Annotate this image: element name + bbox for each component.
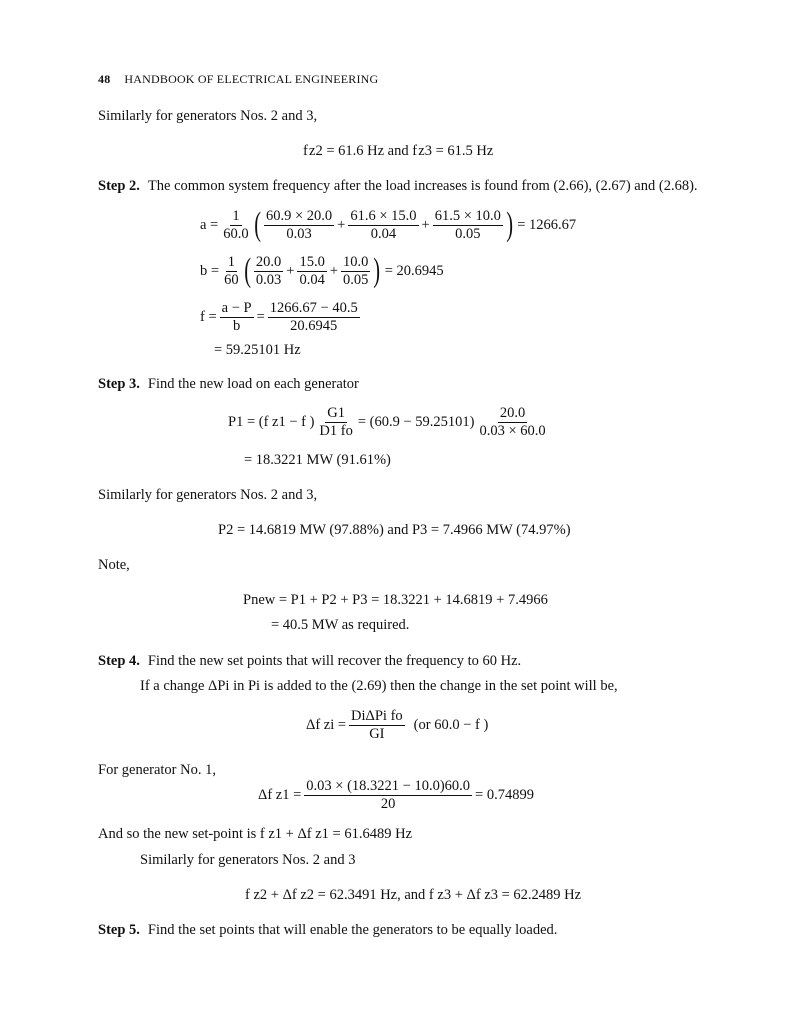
eq-a-t2-num: 61.6 × 15.0 [350,208,417,224]
eq-p1-result: = 18.3221 MW (91.61%) [244,452,391,468]
eq-b-lhs: b = [200,262,220,279]
eq-b-term3 [341,254,370,288]
text-similar-2: Similarly for generators Nos. 2 and 3, [98,487,318,503]
step-4-text: Find the new set points that will recover the frequency to 60 Hz. [147,653,522,669]
eq-b-t3-den: 0.05 [343,271,369,288]
eq-pnew-1: Pnew = P1 + P2 + P3 = 18.3221 + 14.6819 + 7.4966 [243,592,548,608]
eq-a-result: = 1266.67 [517,216,577,233]
step-3-text: Find the new load on each generator [147,376,359,392]
eq-p1-frac2 [478,405,548,439]
eq-b [200,254,444,288]
eq-dfz1-lhs: Δf z1 = [258,786,302,803]
eq-dfzi-frac [349,708,405,742]
eq-a-coef [221,208,250,242]
equals-sign: = [256,308,265,325]
text-note: Note, [98,557,130,573]
eq-a-t3-den: 0.05 [455,225,481,242]
paren-close: ) [373,252,381,290]
eq-f-result: = 59.25101 Hz [214,342,301,358]
eq-f-den2: 20.6945 [290,317,338,334]
eq-dfzi-lhs: Δf zi = [306,716,347,733]
text-similar-3: Similarly for generators Nos. 2 and 3 [140,852,356,868]
eq-b-result: = 20.6945 [384,262,444,279]
step-4 [98,653,521,670]
text-similar-1: Similarly for generators Nos. 2 and 3, [98,108,318,124]
eq-a-t2-den: 0.04 [370,225,397,242]
plus-sign: + [286,262,295,279]
paren-open: ( [253,206,261,244]
eq-b-coef [222,254,241,288]
eq-b-t1-num: 20.0 [255,254,282,270]
step-5 [98,922,557,939]
eq-b-coef-den: 60 [224,271,239,288]
eq-p1-frac1 [317,405,354,439]
eq-b-t2-num: 15.0 [299,254,325,270]
eq-dfzi [306,708,488,742]
step-2-text: The common system frequency after the load increases is found from (2.66), (2.67) and (2.68). [147,178,698,194]
text-new-setpoint: And so the new set-point is f z1 + Δf z1 = 61.6489 Hz [98,826,413,842]
step-5-text: Find the set points that will enable the generators to be equally loaded. [147,922,558,938]
eq-a-term1 [264,208,334,242]
eq-fz-values: f z2 = 61.6 Hz and f z3 = 61.5 Hz [303,143,494,159]
eq-p1-frac1-den: D1 fo [319,422,353,439]
eq-pnew-2: = 40.5 MW as required. [271,617,410,633]
plus-sign: + [329,262,339,279]
eq-a-lhs: a = [200,216,219,233]
eq-a-t3-num: 61.5 × 10.0 [434,208,501,224]
eq-f-lhs: f = [200,308,217,325]
eq-dfz1 [258,778,534,812]
eq-a [200,208,576,242]
page-number: 48 [98,72,111,86]
eq-f-num2: 1266.67 − 40.5 [269,300,358,316]
eq-b-coef-num: 1 [227,254,235,270]
eq-a-coef-num: 1 [232,208,240,224]
plus-sign: + [421,216,430,233]
eq-p1-frac2-num: 20.0 [499,405,526,421]
eq-dfz1-result: = 0.74899 [475,786,534,803]
eq-a-term3 [433,208,503,242]
eq-dfzi-num: DiΔPi fo [351,708,403,724]
text-gen-1: For generator No. 1, [98,762,216,778]
step-3-label: Step 3. [98,376,140,392]
eq-p1 [228,405,551,439]
eq-dfz1-den: 20 [380,795,396,812]
step-3 [98,376,359,393]
step-4-label: Step 4. [98,653,140,669]
eq-p1-frac2-den: 0.03 × 60.0 [479,422,546,439]
paren-close: ) [506,206,513,244]
eq-f-den: b [232,317,241,334]
eq-a-t1-num: 60.9 × 20.0 [265,208,333,224]
running-title: HANDBOOK OF ELECTRICAL ENGINEERING [124,72,379,86]
eq-b-term2 [297,254,326,288]
eq-a-t1-den: 0.03 [286,225,312,242]
paren-open: ( [243,252,251,290]
eq-dfz1-num: 0.03 × (18.3221 − 10.0)60.0 [306,778,471,794]
eq-fz23: f z2 + Δf z2 = 62.3491 Hz, and f z3 + Δf z3 = 62.2489 Hz [245,887,582,903]
eq-f-num: a − P [221,300,252,316]
text-step-4-sub: If a change ΔPi in Pi is added to the (2.69) then the change in the set point will be, [140,678,618,694]
eq-f-frac2 [268,300,360,334]
eq-f-frac1 [220,300,254,334]
eq-a-term2 [348,208,418,242]
eq-p1-mid: = (60.9 − 59.25101) [357,413,475,430]
eq-f [200,300,363,334]
eq-dfz1-frac [304,778,472,812]
eq-b-t2-den: 0.04 [299,271,325,288]
eq-dfzi-tail: (or 60.0 − f ) [413,716,489,733]
plus-sign: + [337,216,346,233]
eq-b-t1-den: 0.03 [255,271,282,288]
step-2 [98,178,698,195]
step-5-label: Step 5. [98,922,140,938]
eq-a-coef-den: 60.0 [223,225,249,242]
eq-b-t3-num: 10.0 [343,254,369,270]
eq-p1-lhs: P1 = (f z1 − f ) [228,413,315,430]
eq-dfzi-den: GI [369,725,385,742]
eq-p1-frac1-num: G1 [327,405,345,421]
eq-b-term1 [254,254,283,288]
step-2-label: Step 2. [98,178,140,194]
running-header [98,72,378,87]
eq-p23: P2 = 14.6819 MW (97.88%) and P3 = 7.4966 MW (74.97%) [218,522,571,538]
